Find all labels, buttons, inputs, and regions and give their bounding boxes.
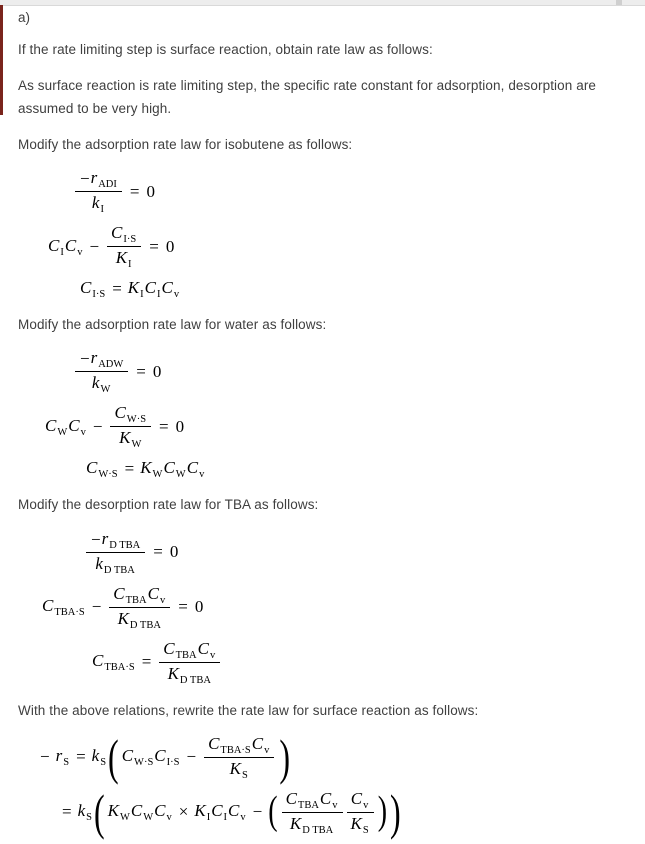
math-fraction [109,584,170,631]
math-variable: $K_W$ [119,428,142,451]
math-fraction [75,348,128,395]
math-variable: $K_W$ [140,458,163,481]
equation-line [34,729,623,786]
math-variable: $C_v$ [64,235,83,258]
fraction-numerator [204,734,274,758]
math-variable: $K_{D TBA}$ [167,663,211,686]
fraction-denominator [159,663,220,686]
math-variable: $C_v$ [197,638,216,661]
math-operator: = [149,236,159,256]
math-variable: $k_S$ [91,746,107,769]
equation-line [56,784,623,841]
math-variable: $C_v$ [319,788,338,811]
math-operator: = [159,416,169,436]
fraction-numerator [75,168,122,192]
math-fraction [159,639,220,686]
math-variable: $r_{D TBA}$ [101,528,141,551]
paragraph: Modify the desorption rate law for TBA as follows: [18,497,319,513]
math-variable: $C_v$ [251,733,270,756]
math-fraction [282,789,343,836]
left-paren: ( [108,729,119,786]
fraction-denominator [107,247,141,270]
math-variable: $C_v$ [228,801,246,824]
math-variable: $C_I$ [48,235,64,258]
paren-content [120,734,279,781]
math-operator: − [252,802,263,822]
math-variable: $C_{TBA}$ [113,583,147,606]
math-variable: $C_{I\cdot S}$ [154,746,180,769]
solution-document [0,6,645,844]
math-variable: $r_S$ [55,746,70,769]
math-fraction [86,529,145,576]
math-operator: = [76,747,86,767]
math-operator: − [186,747,197,767]
math-number: 0 [152,361,162,381]
math-variable: $C_{TBA}$ [163,638,197,661]
fraction-denominator [347,813,374,836]
math-operator: = [62,802,72,822]
part-label: a) [18,10,31,25]
equation-line [80,278,623,300]
math-operator: = [141,652,152,672]
math-operator: = [129,181,140,201]
math-paren-group [107,729,291,786]
math-variable: $k_S$ [77,801,92,824]
math-variable: $k_W$ [91,373,111,396]
equation-line [73,348,623,395]
equation-block [18,168,623,300]
fraction-numerator [86,529,145,553]
equation-block [18,348,623,480]
math-variable: $K_I$ [115,248,132,271]
paragraph: With the above relations, rewrite the rate law for surface reaction as follows: [18,702,479,718]
math-variable: $K_{D TBA}$ [117,608,161,631]
math-variable: $C_v$ [350,788,369,811]
math-variable: $C_I$ [211,801,228,824]
math-variable: $C_I$ [144,278,161,301]
math-variable: $C_{TBA}$ [285,788,319,811]
fraction-denominator [86,553,145,576]
math-operator: − [91,529,101,549]
math-fraction [110,403,151,450]
equation-line [42,584,623,631]
paragraph: Modify the adsorption rate law for water as follows: [18,317,327,333]
solution-blocks [18,39,623,841]
equation-line [45,403,623,450]
paren-content [278,789,378,836]
math-operator: = [153,542,163,562]
math-variable: $K_S$ [229,758,248,781]
paragraph: As surface reaction is rate limiting step, the specific rate constant for adsorption, desorption are assumed to be very high. [18,78,597,116]
math-operator: × [178,802,189,822]
math-variable: $C_v$ [186,458,205,481]
math-variable: $C_{W\cdot S}$ [121,746,154,769]
math-operator: − [40,747,50,767]
math-variable: $C_{W\cdot S}$ [114,403,147,426]
fraction-denominator [109,608,170,631]
fraction-numerator [159,639,220,663]
scrollbar-hint [616,0,622,5]
math-variable: $K_W$ [107,801,130,824]
equation-line [48,223,623,270]
math-variable: $K_I$ [127,278,144,301]
math-operator: = [178,597,188,617]
math-variable: $C_W$ [163,458,186,481]
math-variable: $K_I$ [194,801,211,824]
equation-line [86,458,623,480]
math-variable: $K_{D TBA}$ [289,813,334,836]
math-operator: − [89,236,100,256]
left-paren: ( [268,789,278,835]
math-operator: − [80,349,90,369]
math-fraction [204,734,274,781]
fraction-denominator [282,813,343,836]
math-paren-group [93,784,402,841]
math-variable: $C_{TBA\cdot S}$ [42,596,85,619]
equation-block [18,729,623,841]
fraction-denominator [75,192,122,215]
fraction-denominator [110,427,151,450]
equation-block [18,529,623,686]
math-variable: $r_{ADI}$ [90,168,117,191]
math-variable: $C_W$ [130,801,154,824]
math-variable: $C_v$ [68,415,86,438]
math-number: 0 [175,416,185,436]
math-operator: = [112,279,122,299]
math-operator: − [80,169,90,189]
math-variable: $C_W$ [45,415,68,438]
equation-line [92,639,623,686]
fraction-denominator [75,372,128,395]
left-paren: ( [93,784,105,841]
right-paren: ) [377,789,388,835]
math-fraction [347,789,374,836]
paragraph: If the rate limiting step is surface reaction, obtain rate law as follows: [18,42,433,57]
fraction-numerator [282,789,343,813]
math-number: 0 [169,542,179,562]
math-variable: $C_{W\cdot S}$ [86,458,118,481]
math-number: 0 [194,597,204,617]
paragraph: Modify the adsorption rate law for isobutene as follows: [18,136,353,152]
paren-content [106,789,389,836]
equation-line [84,529,623,576]
math-variable: $k_I$ [91,193,104,216]
right-paren: ) [279,729,291,786]
equation-line [73,168,623,215]
math-fraction [75,168,122,215]
fraction-numerator [347,789,374,813]
math-number: 0 [146,181,155,201]
math-variable: $C_{TBA\cdot S}$ [208,733,251,756]
math-variable: $C_v$ [161,278,180,301]
math-paren-group [268,789,387,836]
math-operator: − [92,416,103,436]
math-number: 0 [165,236,175,256]
fraction-numerator [109,584,170,608]
math-variable: $C_{I\cdot S}$ [111,223,137,246]
math-variable: $C_v$ [147,583,166,606]
right-paren: ) [390,784,401,841]
math-operator: − [91,597,102,617]
math-operator: = [136,361,146,381]
math-operator: = [124,459,135,479]
math-variable: $k_{D TBA}$ [95,553,135,576]
math-variable: $K_S$ [350,813,369,836]
math-fraction [107,223,141,270]
math-variable: $C_{I\cdot S}$ [80,278,106,301]
math-variable: $C_{TBA\cdot S}$ [92,651,135,674]
math-variable: $C_v$ [154,801,172,824]
fraction-numerator [110,403,151,427]
fraction-denominator [204,758,274,781]
math-variable: $r_{ADW}$ [90,348,124,371]
fraction-numerator [75,348,128,372]
fraction-numerator [107,223,141,247]
